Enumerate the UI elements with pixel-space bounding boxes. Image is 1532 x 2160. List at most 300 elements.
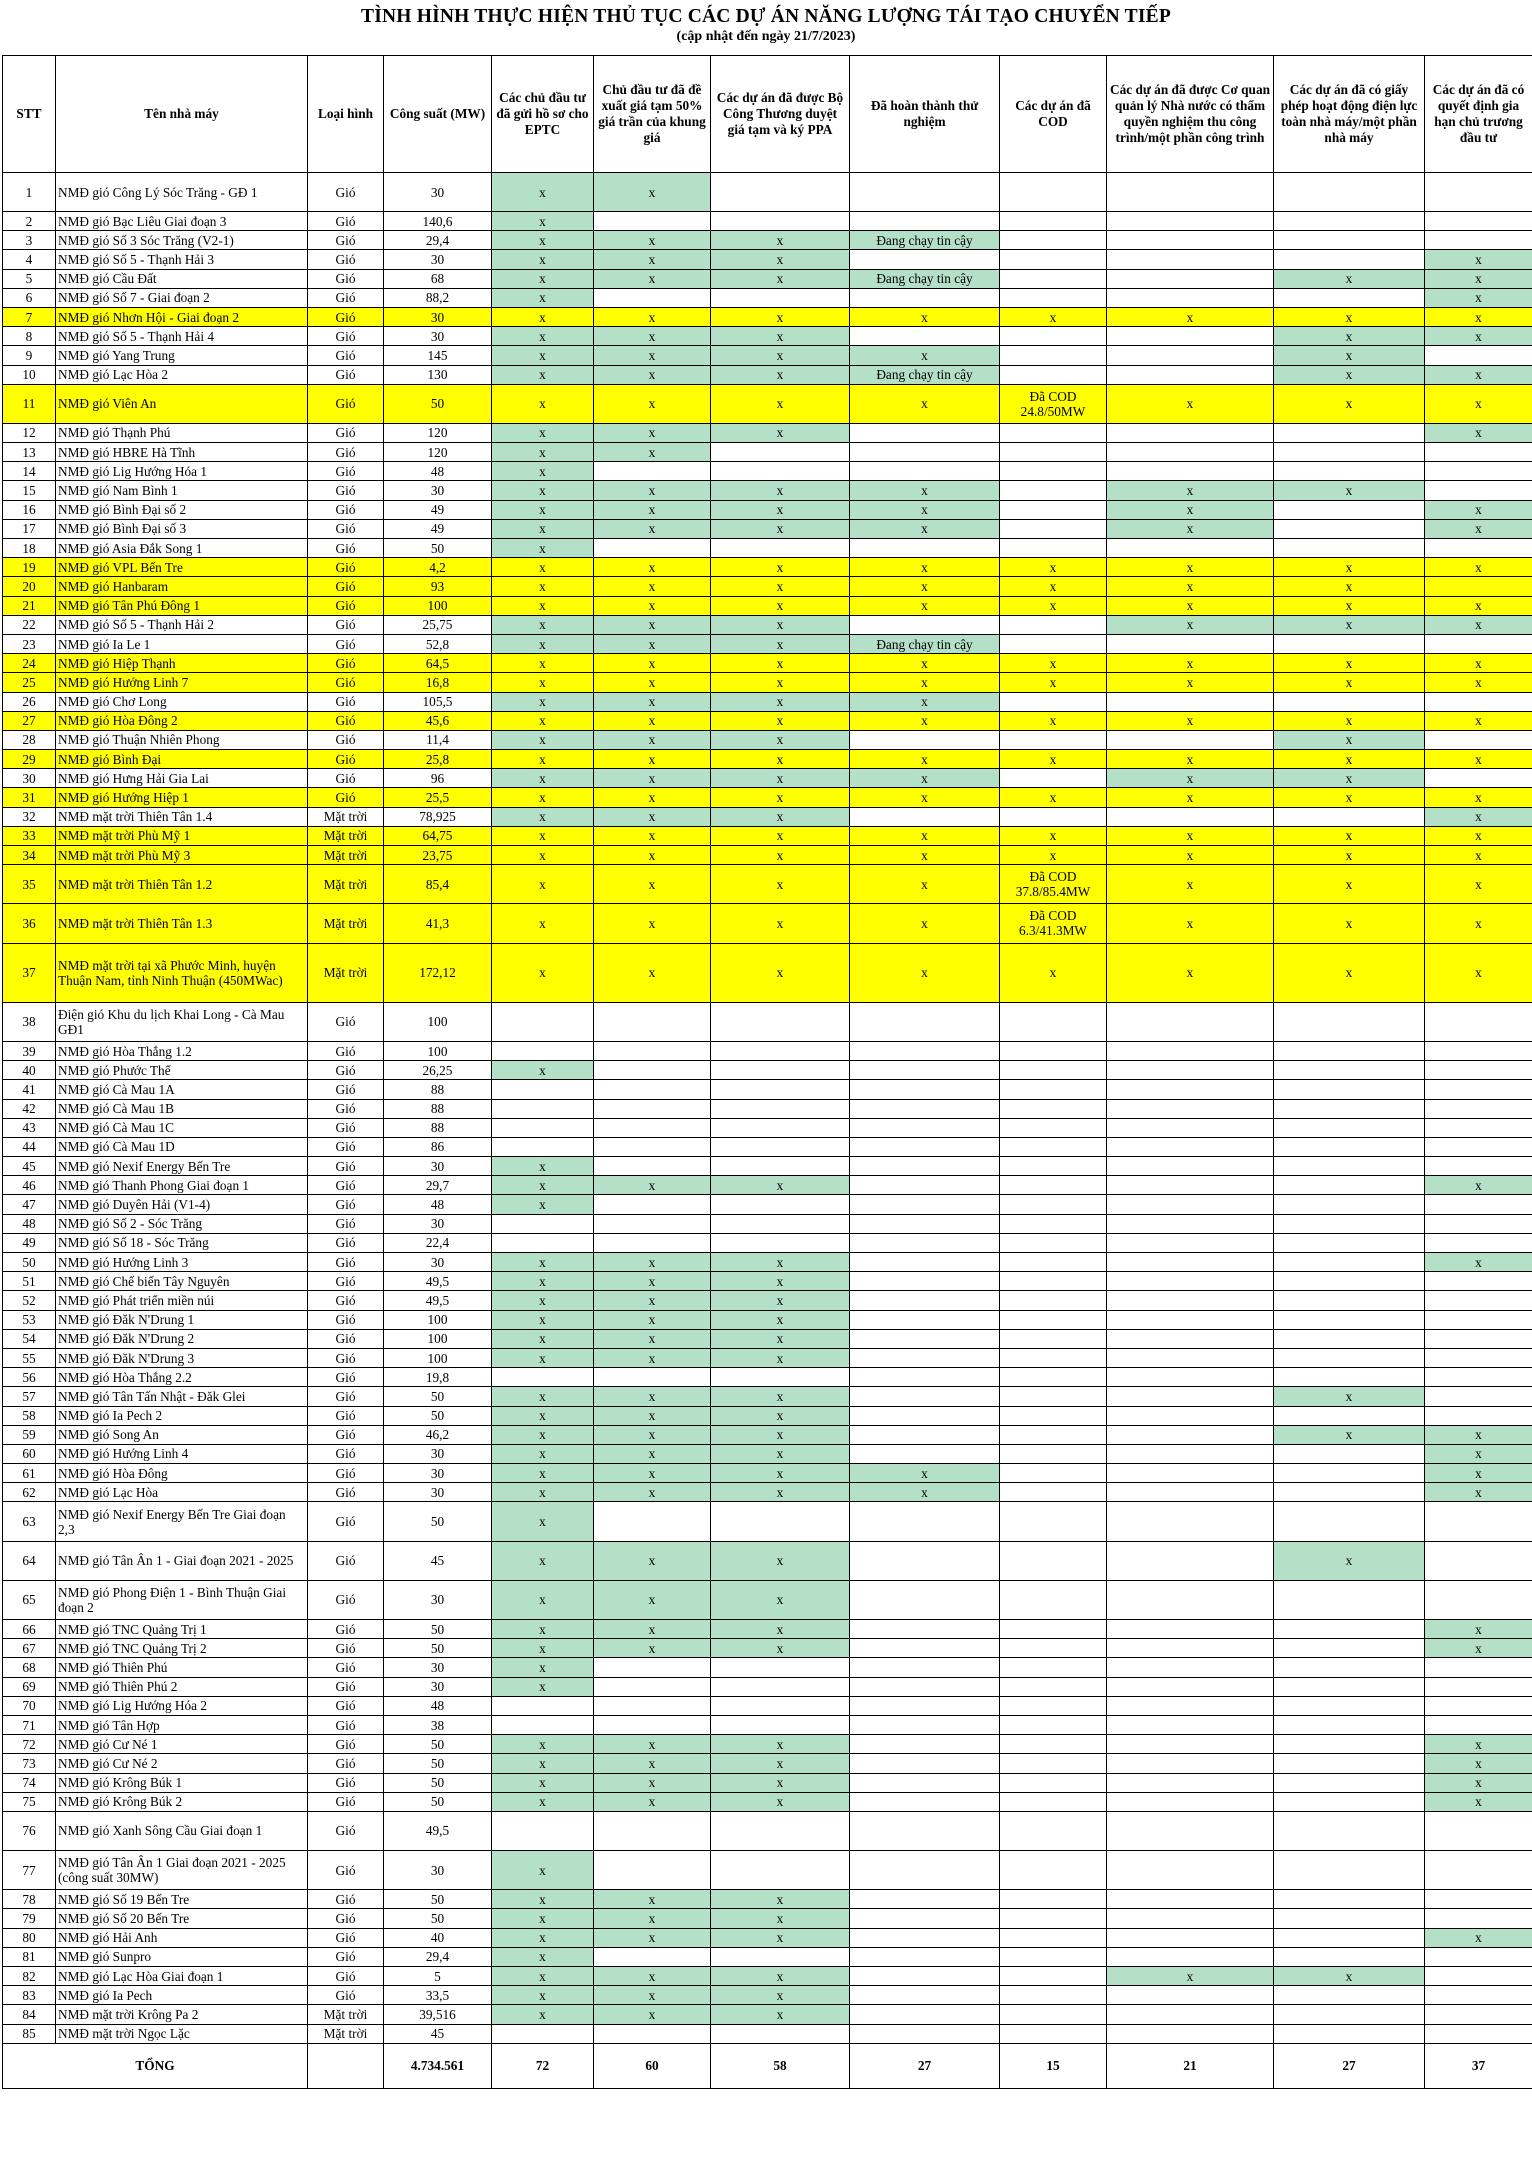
total-count: 15 <box>1000 2043 1107 2088</box>
status-cell: x <box>492 481 594 500</box>
status-cell: x <box>850 1483 1000 1502</box>
status-cell <box>1107 423 1274 442</box>
status-cell <box>1274 1677 1425 1696</box>
table-row <box>3 212 1532 231</box>
status-cell <box>850 1677 1000 1696</box>
row-capacity: 30 <box>384 1214 492 1233</box>
row-type: Gió <box>308 1928 384 1947</box>
status-cell: x <box>1425 1464 1532 1483</box>
row-name: NMĐ gió Hải Anh <box>56 1928 308 1947</box>
status-cell <box>594 1851 711 1890</box>
row-type: Gió <box>308 481 384 500</box>
status-cell: x <box>594 826 711 845</box>
status-cell: x <box>711 769 850 788</box>
status-cell: x <box>711 500 850 519</box>
row-name: NMĐ gió VPL Bến Tre <box>56 558 308 577</box>
status-cell <box>492 1368 594 1387</box>
status-cell: x <box>1107 673 1274 692</box>
status-cell: x <box>850 904 1000 943</box>
row-stt: 3 <box>3 231 56 250</box>
row-capacity: 4,2 <box>384 558 492 577</box>
row-type: Gió <box>308 1368 384 1387</box>
table-row <box>3 1696 1532 1715</box>
row-stt: 15 <box>3 481 56 500</box>
status-cell: x <box>492 1967 594 1986</box>
status-cell <box>1000 173 1107 212</box>
row-stt: 79 <box>3 1909 56 1928</box>
row-stt: 46 <box>3 1176 56 1195</box>
status-cell <box>594 462 711 481</box>
row-capacity: 45 <box>384 2024 492 2043</box>
table-row <box>3 173 1532 212</box>
row-stt: 53 <box>3 1310 56 1329</box>
row-stt: 52 <box>3 1291 56 1310</box>
status-cell <box>1107 1851 1274 1890</box>
status-cell: x <box>711 596 850 615</box>
status-cell: x <box>594 1754 711 1773</box>
status-cell <box>850 1253 1000 1272</box>
status-cell <box>1274 1696 1425 1715</box>
status-cell <box>711 1061 850 1080</box>
status-cell: x <box>594 1890 711 1909</box>
row-type: Gió <box>308 1253 384 1272</box>
status-cell: x <box>1274 711 1425 730</box>
table-row <box>3 558 1532 577</box>
row-name: NMĐ mặt trời Ngọc Lặc <box>56 2024 308 2043</box>
status-cell: x <box>1107 846 1274 865</box>
status-cell: x <box>850 346 1000 365</box>
status-cell <box>1274 1176 1425 1195</box>
status-cell: x <box>850 943 1000 1002</box>
status-cell: x <box>1425 750 1532 769</box>
row-name: NMĐ gió Hòa Đông 2 <box>56 711 308 730</box>
status-cell <box>850 1580 1000 1619</box>
status-cell: x <box>594 750 711 769</box>
row-type: Mặt trời <box>308 807 384 826</box>
row-stt: 30 <box>3 769 56 788</box>
header-name: Tên nhà máy <box>56 56 308 173</box>
status-cell <box>1000 615 1107 634</box>
status-cell: x <box>492 500 594 519</box>
status-cell: x <box>594 423 711 442</box>
page-title: TÌNH HÌNH THỰC HIỆN THỦ TỤC CÁC DỰ ÁN NĂNG LƯỢNG TÁI TẠO CHUYỂN TIẾP <box>361 6 1171 27</box>
table-body <box>3 173 1532 2044</box>
status-cell <box>594 539 711 558</box>
row-type: Gió <box>308 1792 384 1811</box>
status-cell: x <box>492 692 594 711</box>
status-cell <box>1107 212 1274 231</box>
row-capacity: 19,8 <box>384 1368 492 1387</box>
status-cell <box>594 1233 711 1252</box>
row-stt: 67 <box>3 1639 56 1658</box>
status-cell <box>1000 443 1107 462</box>
status-cell: x <box>492 462 594 481</box>
row-type: Gió <box>308 1157 384 1176</box>
status-cell <box>1274 1137 1425 1156</box>
row-type: Gió <box>308 1137 384 1156</box>
status-cell <box>1107 173 1274 212</box>
status-cell: x <box>1274 1541 1425 1580</box>
table-row <box>3 231 1532 250</box>
row-type: Gió <box>308 1967 384 1986</box>
row-name: NMĐ gió Lig Hướng Hóa 1 <box>56 462 308 481</box>
status-cell: x <box>492 1639 594 1658</box>
status-cell: x <box>711 481 850 500</box>
status-cell: x <box>1274 615 1425 634</box>
row-capacity: 30 <box>384 1253 492 1272</box>
status-cell <box>1274 1928 1425 1947</box>
row-name: NMĐ gió HBRE Hà Tĩnh <box>56 443 308 462</box>
status-cell <box>850 423 1000 442</box>
status-cell: x <box>492 1658 594 1677</box>
table-row <box>3 577 1532 596</box>
status-cell <box>850 2024 1000 2043</box>
status-cell <box>594 1157 711 1176</box>
status-cell: x <box>1274 327 1425 346</box>
status-cell: x <box>594 1580 711 1619</box>
row-capacity: 50 <box>384 1502 492 1541</box>
table-row <box>3 327 1532 346</box>
row-stt: 35 <box>3 865 56 904</box>
status-cell <box>1107 2005 1274 2024</box>
row-type: Gió <box>308 1406 384 1425</box>
status-cell <box>1107 1754 1274 1773</box>
row-stt: 24 <box>3 654 56 673</box>
row-type: Gió <box>308 500 384 519</box>
status-cell: x <box>492 904 594 943</box>
status-cell: x <box>492 307 594 326</box>
row-type: Gió <box>308 1061 384 1080</box>
header-type: Loại hình <box>308 56 384 173</box>
status-cell <box>1425 1329 1532 1348</box>
row-stt: 73 <box>3 1754 56 1773</box>
status-cell: x <box>492 1773 594 1792</box>
status-cell: x <box>1425 1735 1532 1754</box>
row-stt: 39 <box>3 1041 56 1060</box>
status-cell <box>1000 500 1107 519</box>
status-cell <box>1000 1909 1107 1928</box>
status-cell <box>1274 1214 1425 1233</box>
row-capacity: 86 <box>384 1137 492 1156</box>
row-name: NMĐ gió Hòa Thắng 2.2 <box>56 1368 308 1387</box>
status-cell: x <box>711 327 850 346</box>
status-cell: x <box>711 1406 850 1425</box>
status-cell: x <box>1274 788 1425 807</box>
row-stt: 19 <box>3 558 56 577</box>
status-cell <box>1425 1214 1532 1233</box>
status-cell <box>1000 1118 1107 1137</box>
status-cell: x <box>492 1909 594 1928</box>
status-cell <box>594 1002 711 1041</box>
status-cell: x <box>711 365 850 384</box>
status-cell: x <box>594 1272 711 1291</box>
status-cell <box>711 1214 850 1233</box>
status-cell <box>850 1348 1000 1367</box>
status-cell: x <box>1425 365 1532 384</box>
row-capacity: 52,8 <box>384 634 492 653</box>
status-cell: x <box>711 634 850 653</box>
total-type <box>308 2043 384 2088</box>
status-cell <box>1107 1928 1274 1947</box>
status-cell <box>850 1967 1000 1986</box>
status-cell <box>1274 1773 1425 1792</box>
status-cell: x <box>1000 577 1107 596</box>
status-cell: x <box>1274 769 1425 788</box>
status-cell: x <box>1107 596 1274 615</box>
status-cell <box>1425 1947 1532 1966</box>
status-cell <box>711 1233 850 1252</box>
status-cell: x <box>594 1639 711 1658</box>
status-cell <box>1107 1080 1274 1099</box>
row-stt: 54 <box>3 1329 56 1348</box>
row-stt: 33 <box>3 826 56 845</box>
status-cell <box>1274 500 1425 519</box>
row-type: Gió <box>308 1291 384 1310</box>
status-cell <box>850 212 1000 231</box>
row-capacity: 50 <box>384 1735 492 1754</box>
table-row <box>3 1310 1532 1329</box>
table-row <box>3 1639 1532 1658</box>
status-cell <box>1000 1677 1107 1696</box>
status-cell <box>1274 1002 1425 1041</box>
status-cell <box>1000 212 1107 231</box>
status-cell <box>1274 288 1425 307</box>
status-cell: x <box>594 730 711 749</box>
status-cell: x <box>1107 1967 1274 1986</box>
status-cell: x <box>594 231 711 250</box>
status-cell <box>1274 173 1425 212</box>
row-capacity: 50 <box>384 1387 492 1406</box>
status-cell <box>1425 1137 1532 1156</box>
table-row <box>3 1811 1532 1850</box>
row-type: Gió <box>308 1464 384 1483</box>
row-stt: 2 <box>3 212 56 231</box>
table-row <box>3 1137 1532 1156</box>
status-cell: x <box>594 1329 711 1348</box>
status-cell: x <box>711 1773 850 1792</box>
status-cell <box>1274 1061 1425 1080</box>
status-cell <box>711 1137 850 1156</box>
status-cell: x <box>711 1483 850 1502</box>
row-type: Gió <box>308 692 384 711</box>
status-cell <box>711 1368 850 1387</box>
row-stt: 43 <box>3 1118 56 1137</box>
table-row <box>3 423 1532 442</box>
row-name: NMĐ gió Cầu Đất <box>56 269 308 288</box>
header-testing: Đã hoàn thành thử nghiệm <box>850 56 1000 173</box>
status-cell <box>1107 1658 1274 1677</box>
status-cell: x <box>850 307 1000 326</box>
status-cell: x <box>594 250 711 269</box>
row-name: NMĐ gió Duyên Hải (V1-4) <box>56 1195 308 1214</box>
status-cell <box>1425 1387 1532 1406</box>
row-type: Gió <box>308 1947 384 1966</box>
row-type: Gió <box>308 384 384 423</box>
row-type: Gió <box>308 1310 384 1329</box>
table-row <box>3 826 1532 845</box>
status-cell <box>850 1735 1000 1754</box>
status-cell: x <box>594 1310 711 1329</box>
status-cell <box>1274 634 1425 653</box>
row-type: Gió <box>308 596 384 615</box>
row-capacity: 30 <box>384 173 492 212</box>
status-cell <box>1000 2005 1107 2024</box>
row-capacity: 50 <box>384 1639 492 1658</box>
status-cell <box>1000 1348 1107 1367</box>
status-cell: x <box>594 1176 711 1195</box>
table-row <box>3 1735 1532 1754</box>
status-cell: x <box>594 1291 711 1310</box>
row-name: NMĐ mặt trời Phù Mỹ 3 <box>56 846 308 865</box>
status-cell <box>1107 1792 1274 1811</box>
row-stt: 31 <box>3 788 56 807</box>
status-cell: x <box>492 730 594 749</box>
status-cell <box>1274 2024 1425 2043</box>
status-cell <box>1107 1272 1274 1291</box>
row-capacity: 26,25 <box>384 1061 492 1080</box>
row-capacity: 16,8 <box>384 673 492 692</box>
row-name: NMĐ gió Số 3 Sóc Trăng (V2-1) <box>56 231 308 250</box>
table-row <box>3 1792 1532 1811</box>
table-row <box>3 1715 1532 1734</box>
status-cell: x <box>1425 1425 1532 1444</box>
status-cell: x <box>850 788 1000 807</box>
status-cell <box>1274 539 1425 558</box>
row-name: NMĐ gió Hướng Linh 3 <box>56 1253 308 1272</box>
status-cell <box>1000 1754 1107 1773</box>
status-cell: x <box>1425 654 1532 673</box>
row-name: NMĐ mặt trời Thiên Tân 1.3 <box>56 904 308 943</box>
status-cell: x <box>1425 673 1532 692</box>
status-cell <box>1107 462 1274 481</box>
status-cell <box>1274 1310 1425 1329</box>
status-cell: x <box>1274 1967 1425 1986</box>
row-stt: 68 <box>3 1658 56 1677</box>
row-capacity: 49,5 <box>384 1811 492 1850</box>
status-cell: x <box>1274 1387 1425 1406</box>
row-stt: 49 <box>3 1233 56 1252</box>
row-stt: 14 <box>3 462 56 481</box>
status-cell: x <box>1000 307 1107 326</box>
row-name: NMĐ gió Cư Né 2 <box>56 1754 308 1773</box>
status-cell: x <box>594 596 711 615</box>
row-capacity: 130 <box>384 365 492 384</box>
row-type: Gió <box>308 769 384 788</box>
status-cell <box>850 1890 1000 1909</box>
row-stt: 21 <box>3 596 56 615</box>
row-name: NMĐ gió Viên An <box>56 384 308 423</box>
status-cell <box>850 1928 1000 1947</box>
row-type: Gió <box>308 1118 384 1137</box>
row-name: NMĐ gió Cà Mau 1D <box>56 1137 308 1156</box>
row-name: Điện gió Khu du lịch Khai Long - Cà Mau GĐ1 <box>56 1002 308 1041</box>
status-cell <box>1000 327 1107 346</box>
status-cell <box>850 1041 1000 1060</box>
row-stt: 16 <box>3 500 56 519</box>
row-name: NMĐ gió Hướng Linh 4 <box>56 1444 308 1463</box>
status-cell: x <box>1425 807 1532 826</box>
status-cell <box>1000 1967 1107 1986</box>
status-cell <box>1000 1291 1107 1310</box>
row-capacity: 25,75 <box>384 615 492 634</box>
row-type: Gió <box>308 1502 384 1541</box>
row-capacity: 30 <box>384 1464 492 1483</box>
total-count: 72 <box>492 2043 594 2088</box>
status-cell: x <box>1107 711 1274 730</box>
table-row <box>3 1909 1532 1928</box>
row-stt: 7 <box>3 307 56 326</box>
status-cell: x <box>594 307 711 326</box>
status-cell: x <box>711 1272 850 1291</box>
status-cell <box>1274 1715 1425 1734</box>
status-cell <box>850 1272 1000 1291</box>
status-cell: x <box>594 1986 711 2005</box>
row-type: Mặt trời <box>308 904 384 943</box>
status-cell: x <box>1274 654 1425 673</box>
status-cell: x <box>492 1425 594 1444</box>
row-capacity: 45 <box>384 1541 492 1580</box>
status-cell <box>1425 346 1532 365</box>
row-capacity: 93 <box>384 577 492 596</box>
table-row <box>3 307 1532 326</box>
table-row <box>3 750 1532 769</box>
row-name: NMĐ gió Krông Búk 2 <box>56 1792 308 1811</box>
status-cell <box>1107 1002 1274 1041</box>
status-cell: x <box>594 327 711 346</box>
row-capacity: 39,516 <box>384 2005 492 2024</box>
status-cell: x <box>711 846 850 865</box>
status-cell <box>1425 2024 1532 2043</box>
status-cell: x <box>1425 269 1532 288</box>
status-cell: x <box>711 1890 850 1909</box>
status-cell: x <box>492 1620 594 1639</box>
row-type: Gió <box>308 423 384 442</box>
row-type: Gió <box>308 1715 384 1734</box>
status-cell <box>1425 1157 1532 1176</box>
row-stt: 81 <box>3 1947 56 1966</box>
status-cell <box>1425 1348 1532 1367</box>
table-row <box>3 788 1532 807</box>
status-cell <box>1425 634 1532 653</box>
status-cell <box>1425 1002 1532 1041</box>
row-stt: 22 <box>3 615 56 634</box>
header-eptc: Các chủ đầu tư đã gửi hồ sơ cho EPTC <box>492 56 594 173</box>
row-name: NMĐ gió Cư Né 1 <box>56 1735 308 1754</box>
status-cell <box>594 1677 711 1696</box>
status-cell <box>1107 1387 1274 1406</box>
status-cell <box>1000 1176 1107 1195</box>
status-cell: x <box>492 173 594 212</box>
row-name: NMĐ gió Tân Phú Đông 1 <box>56 596 308 615</box>
status-cell <box>1274 1502 1425 1541</box>
status-cell: x <box>711 558 850 577</box>
status-cell <box>1000 1425 1107 1444</box>
status-cell: x <box>1274 730 1425 749</box>
table-row <box>3 1348 1532 1367</box>
status-cell <box>711 1851 850 1890</box>
status-cell: x <box>492 288 594 307</box>
table-row <box>3 711 1532 730</box>
status-cell <box>1107 539 1274 558</box>
row-capacity: 100 <box>384 1348 492 1367</box>
status-cell <box>492 2024 594 2043</box>
status-cell <box>1000 807 1107 826</box>
status-cell: x <box>492 1387 594 1406</box>
row-type: Gió <box>308 1425 384 1444</box>
row-stt: 6 <box>3 288 56 307</box>
status-cell <box>1274 1639 1425 1658</box>
row-capacity: 22,4 <box>384 1233 492 1252</box>
